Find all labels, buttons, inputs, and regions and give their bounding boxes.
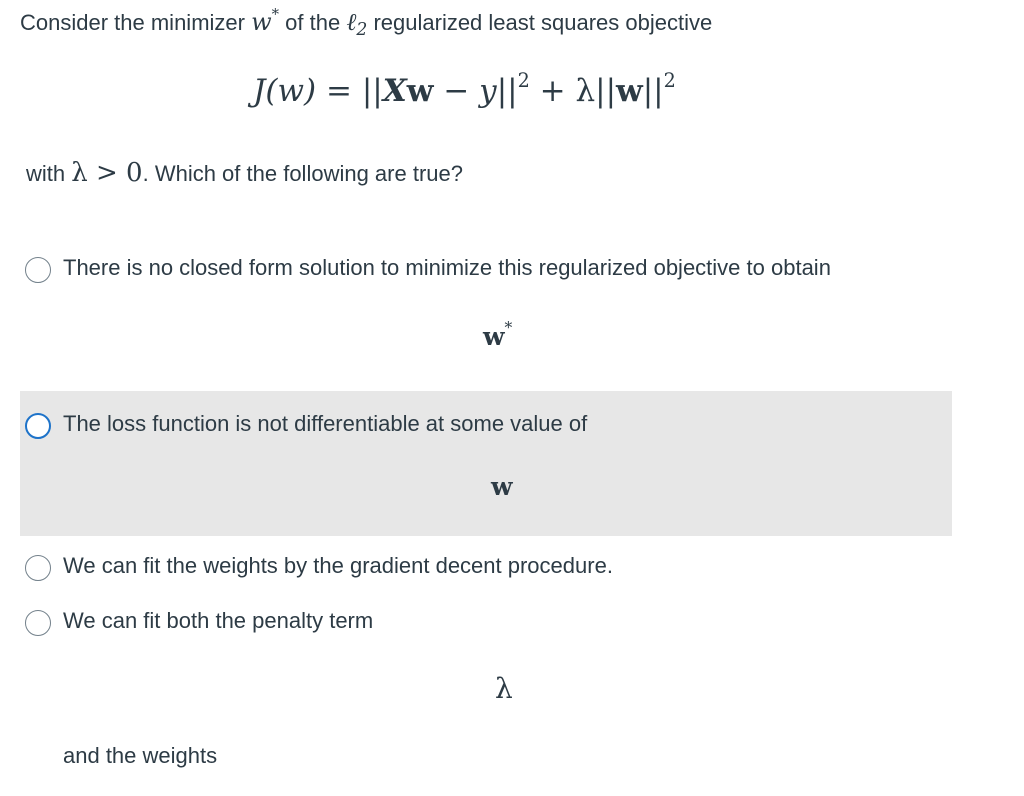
question-mid: of the [279, 10, 347, 35]
option-2-math: w [491, 472, 513, 501]
option-4-math: λ [495, 672, 513, 705]
question-prefix: Consider the minimizer [20, 10, 252, 35]
lambda-condition: λ > 0 [71, 158, 143, 188]
eq-equals: = || [316, 73, 383, 109]
question-suffix: regularized least squares objective [367, 10, 713, 35]
option-4-label-continued[interactable]: and the weights [63, 743, 218, 768]
ell2-symbol: ℓ$_2$ [346, 8, 368, 41]
question-text-line1 [20, 4, 713, 41]
question-prompt: . Which of the following are true? [142, 161, 463, 186]
eq-y: y [479, 73, 497, 109]
option-1-label[interactable]: There is no closed form solution to minimize this regularized objective to obtain [63, 255, 831, 280]
eq-sq2: 2 [663, 68, 676, 92]
eq-lhs: J(w) [253, 73, 317, 109]
question-with: with [26, 161, 72, 186]
minimizer-var: w* [251, 4, 280, 36]
option-2-radio[interactable] [25, 413, 51, 439]
objective-equation [253, 68, 676, 109]
eq-w1: w [406, 73, 434, 109]
option-4-label[interactable]: We can fit both the penalty term [63, 608, 374, 633]
option-3-label[interactable]: We can fit the weights by the gradient decent procedure. [63, 553, 613, 578]
eq-close2: || [642, 73, 664, 109]
eq-minus: − [433, 73, 480, 109]
eq-sq1: 2 [517, 68, 530, 92]
option-1-radio[interactable] [25, 257, 51, 283]
eq-w2: w [616, 73, 643, 109]
option-4-radio[interactable] [25, 610, 51, 636]
option-1-math: w* [483, 319, 513, 351]
question-text-line3 [26, 158, 463, 188]
eq-X: X [382, 73, 407, 109]
option-2-label[interactable]: The loss function is not differentiable at some value of [63, 411, 588, 436]
eq-plus: + λ|| [529, 73, 617, 109]
eq-close1: || [496, 73, 518, 109]
option-3-radio[interactable] [25, 555, 51, 581]
